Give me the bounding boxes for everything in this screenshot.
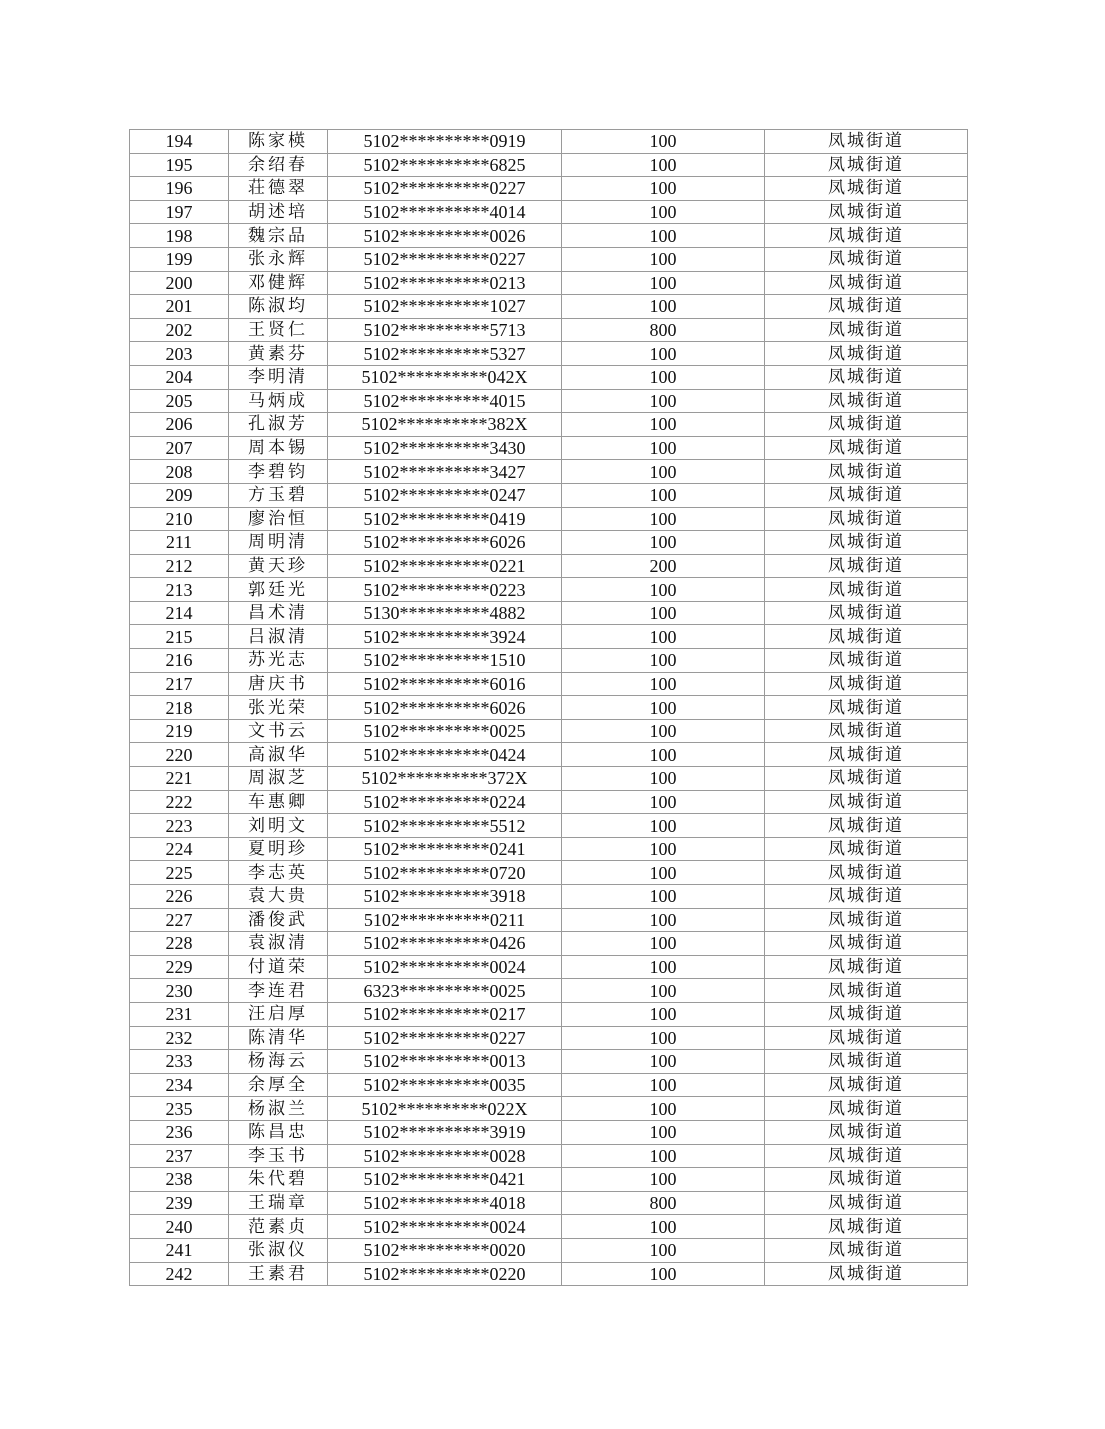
person-name-cell: 邓健辉	[229, 271, 328, 295]
row-number-cell: 240	[130, 1215, 229, 1239]
amount-cell: 800	[562, 318, 765, 342]
street-cell: 凤城街道	[765, 413, 968, 437]
amount-cell: 100	[562, 908, 765, 932]
person-name-cell: 夏明珍	[229, 837, 328, 861]
id-number-cell: 5102**********6026	[328, 696, 562, 720]
street-cell: 凤城街道	[765, 224, 968, 248]
amount-cell: 100	[562, 861, 765, 885]
person-name-cell: 王素君	[229, 1262, 328, 1286]
id-number-cell: 5130**********4882	[328, 601, 562, 625]
amount-cell: 100	[562, 743, 765, 767]
amount-cell: 100	[562, 696, 765, 720]
person-name-cell: 袁淑清	[229, 932, 328, 956]
person-name-cell: 袁大贵	[229, 885, 328, 909]
street-cell: 凤城街道	[765, 601, 968, 625]
street-cell: 凤城街道	[765, 318, 968, 342]
table-row	[130, 389, 968, 413]
row-number-cell: 213	[130, 578, 229, 602]
id-number-cell: 5102**********0419	[328, 507, 562, 531]
person-name-cell: 杨海云	[229, 1050, 328, 1074]
amount-cell: 100	[562, 389, 765, 413]
table-row	[130, 1026, 968, 1050]
row-number-cell: 242	[130, 1262, 229, 1286]
id-number-cell: 5102**********0024	[328, 1215, 562, 1239]
street-cell: 凤城街道	[765, 837, 968, 861]
table-row	[130, 719, 968, 743]
person-name-cell: 刘明文	[229, 814, 328, 838]
street-cell: 凤城街道	[765, 814, 968, 838]
id-number-cell: 5102**********3918	[328, 885, 562, 909]
table-row	[130, 342, 968, 366]
table-row	[130, 979, 968, 1003]
person-name-cell: 潘俊武	[229, 908, 328, 932]
id-number-cell: 5102**********0223	[328, 578, 562, 602]
person-name-cell: 车惠卿	[229, 790, 328, 814]
street-cell: 凤城街道	[765, 531, 968, 555]
id-number-cell: 5102**********0247	[328, 483, 562, 507]
id-number-cell: 5102**********0025	[328, 719, 562, 743]
amount-cell: 100	[562, 436, 765, 460]
amount-cell: 100	[562, 531, 765, 555]
person-name-cell: 昌术清	[229, 601, 328, 625]
table-row	[130, 177, 968, 201]
street-cell: 凤城街道	[765, 460, 968, 484]
table-row	[130, 578, 968, 602]
id-number-cell: 5102**********6016	[328, 672, 562, 696]
street-cell: 凤城街道	[765, 719, 968, 743]
amount-cell: 200	[562, 554, 765, 578]
street-cell: 凤城街道	[765, 908, 968, 932]
id-number-cell: 5102**********4014	[328, 200, 562, 224]
street-cell: 凤城街道	[765, 271, 968, 295]
person-name-cell: 方玉碧	[229, 483, 328, 507]
table-row	[130, 413, 968, 437]
id-number-cell: 5102**********0720	[328, 861, 562, 885]
street-cell: 凤城街道	[765, 365, 968, 389]
table-row	[130, 885, 968, 909]
amount-cell: 100	[562, 507, 765, 531]
amount-cell: 100	[562, 271, 765, 295]
street-cell: 凤城街道	[765, 1215, 968, 1239]
street-cell: 凤城街道	[765, 1026, 968, 1050]
table-row	[130, 271, 968, 295]
person-name-cell: 张淑仪	[229, 1238, 328, 1262]
person-name-cell: 李明清	[229, 365, 328, 389]
person-name-cell: 高淑华	[229, 743, 328, 767]
person-name-cell: 张永辉	[229, 247, 328, 271]
table-row	[130, 932, 968, 956]
person-name-cell: 陈家楧	[229, 130, 328, 154]
id-number-cell: 5102**********6825	[328, 153, 562, 177]
person-name-cell: 周明清	[229, 531, 328, 555]
row-number-cell: 206	[130, 413, 229, 437]
table-body	[130, 130, 968, 1286]
row-number-cell: 225	[130, 861, 229, 885]
street-cell: 凤城街道	[765, 672, 968, 696]
table-row	[130, 224, 968, 248]
street-cell: 凤城街道	[765, 861, 968, 885]
amount-cell: 100	[562, 1144, 765, 1168]
row-number-cell: 216	[130, 649, 229, 673]
amount-cell: 100	[562, 672, 765, 696]
table-row	[130, 200, 968, 224]
row-number-cell: 236	[130, 1120, 229, 1144]
row-number-cell: 229	[130, 955, 229, 979]
person-name-cell: 李玉书	[229, 1144, 328, 1168]
amount-cell: 100	[562, 1168, 765, 1192]
table-row	[130, 436, 968, 460]
table-row	[130, 837, 968, 861]
person-name-cell: 付道荣	[229, 955, 328, 979]
table-row	[130, 1120, 968, 1144]
street-cell: 凤城街道	[765, 200, 968, 224]
table-row	[130, 1238, 968, 1262]
table-row	[130, 1073, 968, 1097]
row-number-cell: 197	[130, 200, 229, 224]
table-row	[130, 696, 968, 720]
row-number-cell: 207	[130, 436, 229, 460]
table-row	[130, 743, 968, 767]
row-number-cell: 239	[130, 1191, 229, 1215]
table-row	[130, 365, 968, 389]
amount-cell: 100	[562, 342, 765, 366]
amount-cell: 100	[562, 365, 765, 389]
subsidy-list-table	[129, 129, 968, 1286]
row-number-cell: 238	[130, 1168, 229, 1192]
person-name-cell: 杨淑兰	[229, 1097, 328, 1121]
id-number-cell: 5102**********0227	[328, 1026, 562, 1050]
id-number-cell: 5102**********4015	[328, 389, 562, 413]
row-number-cell: 208	[130, 460, 229, 484]
table-row	[130, 318, 968, 342]
table-row	[130, 1191, 968, 1215]
amount-cell: 100	[562, 247, 765, 271]
person-name-cell: 马炳成	[229, 389, 328, 413]
id-number-cell: 5102**********0421	[328, 1168, 562, 1192]
person-name-cell: 黄天珍	[229, 554, 328, 578]
amount-cell: 100	[562, 1002, 765, 1026]
id-number-cell: 5102**********372X	[328, 767, 562, 791]
id-number-cell: 5102**********0221	[328, 554, 562, 578]
table-row	[130, 130, 968, 154]
street-cell: 凤城街道	[765, 955, 968, 979]
id-number-cell: 5102**********022X	[328, 1097, 562, 1121]
id-number-cell: 5102**********0026	[328, 224, 562, 248]
person-name-cell: 唐庆书	[229, 672, 328, 696]
street-cell: 凤城街道	[765, 130, 968, 154]
amount-cell: 100	[562, 1238, 765, 1262]
amount-cell: 100	[562, 1262, 765, 1286]
street-cell: 凤城街道	[765, 1002, 968, 1026]
person-name-cell: 余绍春	[229, 153, 328, 177]
row-number-cell: 209	[130, 483, 229, 507]
id-number-cell: 5102**********0919	[328, 130, 562, 154]
table-row	[130, 672, 968, 696]
table-row	[130, 295, 968, 319]
person-name-cell: 苏光志	[229, 649, 328, 673]
id-number-cell: 5102**********5512	[328, 814, 562, 838]
id-number-cell: 5102**********0020	[328, 1238, 562, 1262]
id-number-cell: 5102**********0024	[328, 955, 562, 979]
row-number-cell: 224	[130, 837, 229, 861]
street-cell: 凤城街道	[765, 1168, 968, 1192]
street-cell: 凤城街道	[765, 1144, 968, 1168]
row-number-cell: 214	[130, 601, 229, 625]
person-name-cell: 文书云	[229, 719, 328, 743]
person-name-cell: 范素贞	[229, 1215, 328, 1239]
table-row	[130, 861, 968, 885]
street-cell: 凤城街道	[765, 295, 968, 319]
id-number-cell: 5102**********3427	[328, 460, 562, 484]
street-cell: 凤城街道	[765, 389, 968, 413]
id-number-cell: 5102**********3924	[328, 625, 562, 649]
id-number-cell: 5102**********0424	[328, 743, 562, 767]
street-cell: 凤城街道	[765, 696, 968, 720]
street-cell: 凤城街道	[765, 483, 968, 507]
id-number-cell: 5102**********1510	[328, 649, 562, 673]
street-cell: 凤城街道	[765, 177, 968, 201]
table-row	[130, 507, 968, 531]
person-name-cell: 朱代碧	[229, 1168, 328, 1192]
street-cell: 凤城街道	[765, 885, 968, 909]
amount-cell: 100	[562, 625, 765, 649]
row-number-cell: 203	[130, 342, 229, 366]
row-number-cell: 196	[130, 177, 229, 201]
street-cell: 凤城街道	[765, 1120, 968, 1144]
row-number-cell: 227	[130, 908, 229, 932]
amount-cell: 100	[562, 483, 765, 507]
table-row	[130, 1002, 968, 1026]
table-row	[130, 531, 968, 555]
amount-cell: 100	[562, 814, 765, 838]
row-number-cell: 226	[130, 885, 229, 909]
table-row	[130, 1168, 968, 1192]
amount-cell: 100	[562, 885, 765, 909]
id-number-cell: 5102**********382X	[328, 413, 562, 437]
amount-cell: 100	[562, 1097, 765, 1121]
id-number-cell: 5102**********3919	[328, 1120, 562, 1144]
amount-cell: 100	[562, 224, 765, 248]
street-cell: 凤城街道	[765, 649, 968, 673]
row-number-cell: 235	[130, 1097, 229, 1121]
person-name-cell: 陈淑均	[229, 295, 328, 319]
street-cell: 凤城街道	[765, 743, 968, 767]
id-number-cell: 5102**********0224	[328, 790, 562, 814]
row-number-cell: 217	[130, 672, 229, 696]
table-row	[130, 554, 968, 578]
row-number-cell: 211	[130, 531, 229, 555]
person-name-cell: 李志英	[229, 861, 328, 885]
id-number-cell: 5102**********0217	[328, 1002, 562, 1026]
table-row	[130, 601, 968, 625]
street-cell: 凤城街道	[765, 1262, 968, 1286]
person-name-cell: 黄素芬	[229, 342, 328, 366]
table-row	[130, 153, 968, 177]
row-number-cell: 233	[130, 1050, 229, 1074]
street-cell: 凤城街道	[765, 436, 968, 460]
amount-cell: 100	[562, 200, 765, 224]
row-number-cell: 232	[130, 1026, 229, 1050]
person-name-cell: 孔淑芳	[229, 413, 328, 437]
table-row	[130, 955, 968, 979]
amount-cell: 100	[562, 932, 765, 956]
row-number-cell: 241	[130, 1238, 229, 1262]
table-row	[130, 790, 968, 814]
amount-cell: 100	[562, 719, 765, 743]
row-number-cell: 215	[130, 625, 229, 649]
street-cell: 凤城街道	[765, 767, 968, 791]
street-cell: 凤城街道	[765, 247, 968, 271]
id-number-cell: 6323**********0025	[328, 979, 562, 1003]
street-cell: 凤城街道	[765, 625, 968, 649]
row-number-cell: 212	[130, 554, 229, 578]
id-number-cell: 5102**********0211	[328, 908, 562, 932]
row-number-cell: 231	[130, 1002, 229, 1026]
row-number-cell: 219	[130, 719, 229, 743]
street-cell: 凤城街道	[765, 1238, 968, 1262]
street-cell: 凤城街道	[765, 342, 968, 366]
person-name-cell: 王贤仁	[229, 318, 328, 342]
amount-cell: 100	[562, 177, 765, 201]
person-name-cell: 李碧钧	[229, 460, 328, 484]
street-cell: 凤城街道	[765, 554, 968, 578]
id-number-cell: 5102**********1027	[328, 295, 562, 319]
person-name-cell: 张光荣	[229, 696, 328, 720]
table-row	[130, 649, 968, 673]
row-number-cell: 195	[130, 153, 229, 177]
person-name-cell: 郭廷光	[229, 578, 328, 602]
amount-cell: 100	[562, 649, 765, 673]
street-cell: 凤城街道	[765, 153, 968, 177]
id-number-cell: 5102**********0028	[328, 1144, 562, 1168]
row-number-cell: 204	[130, 365, 229, 389]
amount-cell: 100	[562, 1120, 765, 1144]
row-number-cell: 199	[130, 247, 229, 271]
person-name-cell: 汪启厚	[229, 1002, 328, 1026]
table-row	[130, 483, 968, 507]
id-number-cell: 5102**********5327	[328, 342, 562, 366]
id-number-cell: 5102**********0213	[328, 271, 562, 295]
table-row	[130, 247, 968, 271]
amount-cell: 100	[562, 578, 765, 602]
id-number-cell: 5102**********0035	[328, 1073, 562, 1097]
id-number-cell: 5102**********0426	[328, 932, 562, 956]
row-number-cell: 230	[130, 979, 229, 1003]
amount-cell: 100	[562, 153, 765, 177]
id-number-cell: 5102**********0220	[328, 1262, 562, 1286]
amount-cell: 100	[562, 1215, 765, 1239]
table-row	[130, 625, 968, 649]
id-number-cell: 5102**********042X	[328, 365, 562, 389]
amount-cell: 100	[562, 413, 765, 437]
amount-cell: 100	[562, 837, 765, 861]
id-number-cell: 5102**********0241	[328, 837, 562, 861]
person-name-cell: 周淑芝	[229, 767, 328, 791]
amount-cell: 100	[562, 460, 765, 484]
table-row	[130, 1262, 968, 1286]
table-row	[130, 1097, 968, 1121]
person-name-cell: 魏宗品	[229, 224, 328, 248]
row-number-cell: 222	[130, 790, 229, 814]
person-name-cell: 周本锡	[229, 436, 328, 460]
row-number-cell: 223	[130, 814, 229, 838]
row-number-cell: 237	[130, 1144, 229, 1168]
row-number-cell: 200	[130, 271, 229, 295]
table-row	[130, 1215, 968, 1239]
table-row	[130, 1050, 968, 1074]
street-cell: 凤城街道	[765, 578, 968, 602]
row-number-cell: 205	[130, 389, 229, 413]
person-name-cell: 王瑞章	[229, 1191, 328, 1215]
amount-cell: 100	[562, 955, 765, 979]
id-number-cell: 5102**********0227	[328, 177, 562, 201]
table-row	[130, 908, 968, 932]
person-name-cell: 吕淑清	[229, 625, 328, 649]
table-row	[130, 767, 968, 791]
amount-cell: 100	[562, 1050, 765, 1074]
row-number-cell: 218	[130, 696, 229, 720]
person-name-cell: 余厚全	[229, 1073, 328, 1097]
row-number-cell: 202	[130, 318, 229, 342]
street-cell: 凤城街道	[765, 979, 968, 1003]
person-name-cell: 李连君	[229, 979, 328, 1003]
row-number-cell: 220	[130, 743, 229, 767]
row-number-cell: 198	[130, 224, 229, 248]
row-number-cell: 201	[130, 295, 229, 319]
table-row	[130, 1144, 968, 1168]
row-number-cell: 194	[130, 130, 229, 154]
street-cell: 凤城街道	[765, 1097, 968, 1121]
amount-cell: 100	[562, 130, 765, 154]
amount-cell: 100	[562, 1073, 765, 1097]
street-cell: 凤城街道	[765, 1050, 968, 1074]
row-number-cell: 221	[130, 767, 229, 791]
amount-cell: 100	[562, 979, 765, 1003]
row-number-cell: 210	[130, 507, 229, 531]
street-cell: 凤城街道	[765, 790, 968, 814]
table-row	[130, 460, 968, 484]
person-name-cell: 荘德翠	[229, 177, 328, 201]
id-number-cell: 5102**********0227	[328, 247, 562, 271]
id-number-cell: 5102**********5713	[328, 318, 562, 342]
amount-cell: 800	[562, 1191, 765, 1215]
id-number-cell: 5102**********3430	[328, 436, 562, 460]
person-name-cell: 陈昌忠	[229, 1120, 328, 1144]
street-cell: 凤城街道	[765, 507, 968, 531]
street-cell: 凤城街道	[765, 1191, 968, 1215]
id-number-cell: 5102**********0013	[328, 1050, 562, 1074]
street-cell: 凤城街道	[765, 1073, 968, 1097]
amount-cell: 100	[562, 790, 765, 814]
person-name-cell: 廖治恒	[229, 507, 328, 531]
street-cell: 凤城街道	[765, 932, 968, 956]
row-number-cell: 234	[130, 1073, 229, 1097]
table-row	[130, 814, 968, 838]
person-name-cell: 陈清华	[229, 1026, 328, 1050]
person-name-cell: 胡述培	[229, 200, 328, 224]
row-number-cell: 228	[130, 932, 229, 956]
id-number-cell: 5102**********4018	[328, 1191, 562, 1215]
amount-cell: 100	[562, 1026, 765, 1050]
amount-cell: 100	[562, 601, 765, 625]
amount-cell: 100	[562, 767, 765, 791]
id-number-cell: 5102**********6026	[328, 531, 562, 555]
amount-cell: 100	[562, 295, 765, 319]
